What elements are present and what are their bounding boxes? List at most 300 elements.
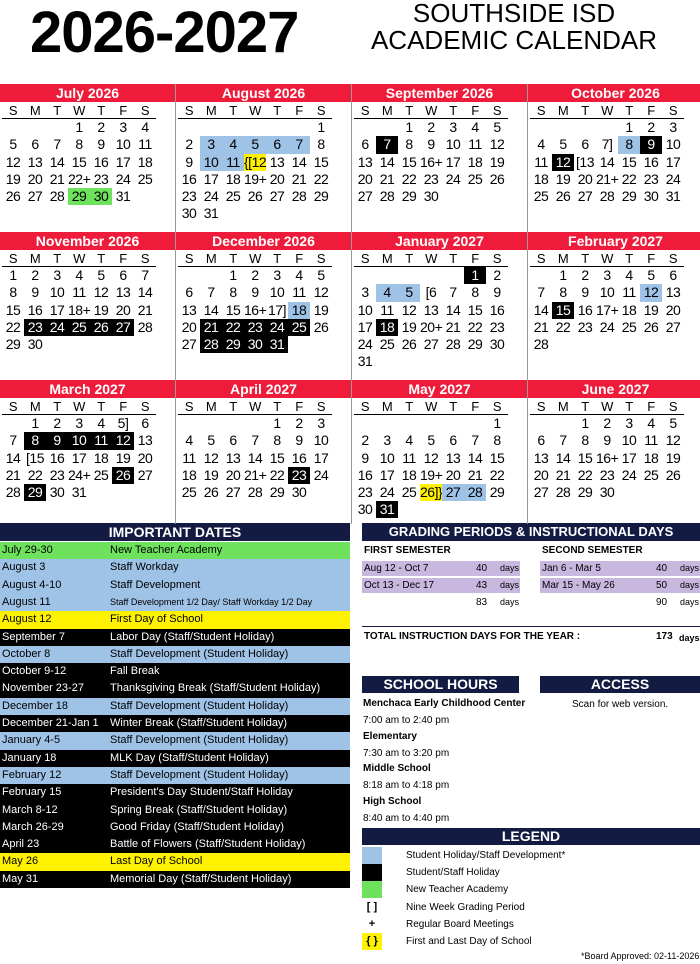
day-cell[interactable]: 3 bbox=[603, 267, 611, 284]
day-cell[interactable]: 7 bbox=[537, 284, 545, 301]
day-cell[interactable]: 20 bbox=[137, 449, 153, 466]
day-cell[interactable]: 3 bbox=[53, 267, 61, 284]
day-cell[interactable]: 20 bbox=[269, 170, 285, 187]
day-cell[interactable]: 10 bbox=[621, 432, 637, 449]
day-cell[interactable]: 2 bbox=[603, 415, 611, 432]
day-cell[interactable]: 8 bbox=[471, 284, 479, 301]
day-cell[interactable]: 12 bbox=[112, 432, 134, 449]
day-cell[interactable]: 25 bbox=[181, 483, 197, 500]
day-cell[interactable]: 29 bbox=[68, 188, 90, 205]
day-cell[interactable]: 12 bbox=[665, 432, 681, 449]
day-cell[interactable]: 10 bbox=[357, 301, 373, 318]
day-cell[interactable]: 21 bbox=[291, 170, 307, 187]
day-cell[interactable]: 25 bbox=[643, 466, 659, 483]
day-cell[interactable]: 30 bbox=[27, 335, 43, 352]
day-cell[interactable]: 26 bbox=[5, 187, 21, 204]
day-cell[interactable]: 9 bbox=[46, 432, 68, 449]
day-cell[interactable]: 11 bbox=[292, 284, 306, 301]
day-cell[interactable]: 7] bbox=[601, 136, 613, 153]
day-cell[interactable]: 2 bbox=[493, 267, 501, 284]
day-cell[interactable]: 5 bbox=[559, 136, 567, 153]
day-cell[interactable]: 29 bbox=[401, 187, 417, 204]
day-cell[interactable]: 27 bbox=[181, 335, 197, 352]
day-cell[interactable]: 30 bbox=[49, 483, 65, 500]
day-cell[interactable]: 17 bbox=[49, 301, 65, 318]
day-cell[interactable]: 31 bbox=[665, 187, 681, 204]
day-cell[interactable]: 22 bbox=[467, 318, 483, 335]
day-cell[interactable]: 6 bbox=[31, 136, 39, 153]
day-cell[interactable]: 1 bbox=[75, 119, 83, 136]
day-cell[interactable]: 26 bbox=[90, 319, 112, 336]
day-cell[interactable]: 17 bbox=[665, 153, 681, 170]
day-cell[interactable]: 23 bbox=[93, 170, 109, 187]
day-cell[interactable]: 12 bbox=[203, 449, 219, 466]
day-cell[interactable]: 18 bbox=[181, 466, 197, 483]
day-cell[interactable]: 21 bbox=[555, 466, 571, 483]
day-cell[interactable]: 1 bbox=[31, 415, 39, 432]
day-cell[interactable]: 23 bbox=[49, 466, 65, 483]
day-cell[interactable]: 22 bbox=[577, 466, 593, 483]
day-cell[interactable]: 19 bbox=[401, 318, 417, 335]
day-cell[interactable]: 19 bbox=[665, 449, 681, 466]
day-cell[interactable]: 6 bbox=[537, 432, 545, 449]
day-cell[interactable]: 6 bbox=[229, 432, 237, 449]
day-cell[interactable]: 22 bbox=[555, 318, 571, 335]
day-cell[interactable]: 9 bbox=[97, 136, 105, 153]
day-cell[interactable]: 26 bbox=[665, 466, 681, 483]
day-cell[interactable]: 7 bbox=[288, 136, 310, 153]
day-cell[interactable]: 13 bbox=[665, 284, 681, 301]
day-cell[interactable]: 6 bbox=[185, 284, 193, 301]
day-cell[interactable]: 16 bbox=[27, 301, 43, 318]
day-cell[interactable]: 23 bbox=[357, 483, 373, 500]
day-cell[interactable]: 27 bbox=[423, 335, 439, 352]
day-cell[interactable]: 24 bbox=[665, 170, 681, 187]
day-cell[interactable]: 14 bbox=[203, 301, 219, 318]
day-cell[interactable]: 25 bbox=[379, 335, 395, 352]
day-cell[interactable]: 22 bbox=[269, 466, 285, 483]
day-cell[interactable]: 21 bbox=[533, 318, 549, 335]
day-cell[interactable]: 2 bbox=[97, 119, 105, 136]
day-cell[interactable]: 14 bbox=[137, 284, 153, 301]
day-cell[interactable]: 31 bbox=[115, 187, 131, 204]
day-cell[interactable]: 5] bbox=[117, 415, 129, 432]
day-cell[interactable]: 28 bbox=[464, 484, 486, 501]
day-cell[interactable]: 31 bbox=[266, 336, 288, 353]
day-cell[interactable]: 14 bbox=[599, 153, 615, 170]
day-cell[interactable]: 28 bbox=[5, 483, 21, 500]
day-cell[interactable]: 10 bbox=[200, 154, 222, 171]
day-cell[interactable]: 10 bbox=[665, 136, 681, 153]
day-cell[interactable]: 10 bbox=[68, 432, 90, 449]
day-cell[interactable]: 4 bbox=[537, 136, 545, 153]
day-cell[interactable]: 3 bbox=[317, 415, 325, 432]
day-cell[interactable]: 11 bbox=[402, 449, 416, 466]
day-cell[interactable]: 5 bbox=[427, 432, 435, 449]
day-cell[interactable]: 20 bbox=[665, 301, 681, 318]
day-cell[interactable]: 17 bbox=[115, 153, 131, 170]
day-cell[interactable]: 14 bbox=[555, 449, 571, 466]
day-cell[interactable]: 8 bbox=[273, 432, 281, 449]
day-cell[interactable]: 27 bbox=[27, 187, 43, 204]
day-cell[interactable]: 26 bbox=[401, 335, 417, 352]
day-cell[interactable]: 1 bbox=[559, 267, 567, 284]
day-cell[interactable]: 1 bbox=[229, 267, 237, 284]
day-cell[interactable]: [13 bbox=[576, 153, 594, 170]
day-cell[interactable]: 6 bbox=[361, 136, 369, 153]
day-cell[interactable]: 6 bbox=[449, 432, 457, 449]
day-cell[interactable]: 29 bbox=[489, 483, 505, 500]
day-cell[interactable]: 10 bbox=[445, 136, 461, 153]
day-cell[interactable]: 23 bbox=[24, 319, 46, 336]
day-cell[interactable]: 25 bbox=[467, 170, 483, 187]
day-cell[interactable]: 17 bbox=[357, 318, 373, 335]
day-cell[interactable]: 27 bbox=[442, 484, 464, 501]
day-cell[interactable]: 30 bbox=[181, 205, 197, 222]
day-cell[interactable]: 7 bbox=[207, 284, 215, 301]
day-cell[interactable]: 20+ bbox=[420, 318, 443, 335]
day-cell[interactable]: 29 bbox=[313, 187, 329, 204]
day-cell[interactable]: 26 bbox=[203, 483, 219, 500]
day-cell[interactable]: 4 bbox=[471, 119, 479, 136]
day-cell[interactable]: 9 bbox=[603, 432, 611, 449]
day-cell[interactable]: 24 bbox=[357, 335, 373, 352]
day-cell[interactable]: 15 bbox=[71, 153, 87, 170]
day-cell[interactable]: 15 bbox=[621, 153, 637, 170]
day-cell[interactable]: 13 bbox=[27, 153, 43, 170]
day-cell[interactable]: 12 bbox=[640, 284, 662, 301]
day-cell[interactable]: 2 bbox=[295, 415, 303, 432]
day-cell[interactable]: 17 bbox=[203, 170, 219, 187]
day-cell[interactable]: 17 bbox=[379, 466, 395, 483]
day-cell[interactable]: 28 bbox=[555, 483, 571, 500]
day-cell[interactable]: 15 bbox=[467, 301, 483, 318]
day-cell[interactable]: 16 bbox=[49, 449, 65, 466]
day-cell[interactable]: 15 bbox=[269, 449, 285, 466]
day-cell[interactable]: 9 bbox=[185, 153, 193, 170]
day-cell[interactable]: 11 bbox=[222, 154, 244, 171]
day-cell[interactable]: 8 bbox=[9, 284, 17, 301]
day-cell[interactable]: 20 bbox=[445, 466, 461, 483]
day-cell[interactable]: 27 bbox=[665, 318, 681, 335]
day-cell[interactable]: 8 bbox=[559, 284, 567, 301]
day-cell[interactable]: 1 bbox=[405, 119, 413, 136]
day-cell[interactable]: 28 bbox=[599, 187, 615, 204]
day-cell[interactable]: 19 bbox=[555, 170, 571, 187]
day-cell[interactable]: 24+ bbox=[68, 466, 91, 483]
day-cell[interactable]: 7 bbox=[9, 432, 17, 449]
day-cell[interactable]: 13 bbox=[269, 153, 285, 170]
day-cell[interactable]: 29 bbox=[5, 335, 21, 352]
day-cell[interactable]: 8 bbox=[581, 432, 589, 449]
day-cell[interactable]: 25 bbox=[93, 466, 109, 483]
day-cell[interactable]: 12 bbox=[5, 153, 21, 170]
day-cell[interactable]: 18 bbox=[533, 170, 549, 187]
day-cell[interactable]: 16+ bbox=[420, 153, 443, 170]
day-cell[interactable]: 27 bbox=[533, 483, 549, 500]
day-cell[interactable]: 2 bbox=[185, 136, 193, 153]
day-cell[interactable]: 12 bbox=[489, 136, 505, 153]
day-cell[interactable]: 7 bbox=[251, 432, 259, 449]
day-cell[interactable]: [15 bbox=[26, 449, 44, 466]
day-cell[interactable]: 25 bbox=[288, 319, 310, 336]
day-cell[interactable]: 18+ bbox=[68, 301, 91, 318]
day-cell[interactable]: 20 bbox=[181, 318, 197, 335]
day-cell[interactable]: 6 bbox=[669, 267, 677, 284]
day-cell[interactable]: 15 bbox=[5, 301, 21, 318]
day-cell[interactable]: 18 bbox=[225, 170, 241, 187]
day-cell[interactable]: 29 bbox=[24, 484, 46, 501]
day-cell[interactable]: 4 bbox=[75, 267, 83, 284]
day-cell[interactable]: 26]} bbox=[420, 483, 443, 500]
day-cell[interactable]: 13 bbox=[357, 153, 373, 170]
day-cell[interactable]: 5 bbox=[398, 284, 420, 301]
day-cell[interactable]: 2 bbox=[251, 267, 259, 284]
day-cell[interactable]: 29 bbox=[621, 187, 637, 204]
day-cell[interactable]: 9 bbox=[295, 432, 303, 449]
day-cell[interactable]: 21 bbox=[467, 466, 483, 483]
day-cell[interactable]: 9 bbox=[427, 136, 435, 153]
day-cell[interactable]: 21 bbox=[5, 466, 21, 483]
day-cell[interactable]: 8 bbox=[75, 136, 83, 153]
day-cell[interactable]: 30 bbox=[244, 336, 266, 353]
day-cell[interactable]: 25 bbox=[533, 187, 549, 204]
day-cell[interactable]: 15 bbox=[489, 449, 505, 466]
day-cell[interactable]: 18 bbox=[376, 319, 398, 336]
day-cell[interactable]: 23 bbox=[577, 318, 593, 335]
day-cell[interactable]: 9 bbox=[31, 284, 39, 301]
day-cell[interactable]: 6 bbox=[119, 267, 127, 284]
day-cell[interactable]: 21 bbox=[379, 170, 395, 187]
day-cell[interactable]: 16 bbox=[291, 449, 307, 466]
day-cell[interactable]: 23 bbox=[181, 187, 197, 204]
day-cell[interactable]: 19+ bbox=[244, 170, 267, 187]
day-cell[interactable]: 19 bbox=[643, 301, 659, 318]
day-cell[interactable]: 18 bbox=[93, 449, 109, 466]
day-cell[interactable]: 28 bbox=[137, 318, 153, 335]
day-cell[interactable]: 24 bbox=[115, 170, 131, 187]
day-cell[interactable]: 8 bbox=[24, 432, 46, 449]
day-cell[interactable]: 23 bbox=[244, 319, 266, 336]
day-cell[interactable]: 19 bbox=[115, 449, 131, 466]
day-cell[interactable]: 22 bbox=[489, 466, 505, 483]
day-cell[interactable]: 19 bbox=[313, 301, 329, 318]
day-cell[interactable]: 18 bbox=[467, 153, 483, 170]
day-cell[interactable]: 20 bbox=[533, 466, 549, 483]
day-cell[interactable]: 20 bbox=[577, 170, 593, 187]
day-cell[interactable]: 4 bbox=[97, 415, 105, 432]
day-cell[interactable]: 20 bbox=[357, 170, 373, 187]
day-cell[interactable]: 28 bbox=[49, 187, 65, 204]
day-cell[interactable]: 25 bbox=[225, 187, 241, 204]
day-cell[interactable]: 5 bbox=[669, 415, 677, 432]
day-cell[interactable]: 19 bbox=[203, 466, 219, 483]
day-cell[interactable]: 7 bbox=[449, 284, 457, 301]
day-cell[interactable]: 28 bbox=[379, 187, 395, 204]
day-cell[interactable]: 15 bbox=[552, 302, 574, 319]
day-cell[interactable]: 9 bbox=[361, 449, 369, 466]
day-cell[interactable]: 30 bbox=[90, 188, 112, 205]
day-cell[interactable]: 30 bbox=[291, 483, 307, 500]
day-cell[interactable]: 15 bbox=[313, 153, 329, 170]
day-cell[interactable]: 26 bbox=[112, 467, 134, 484]
day-cell[interactable]: 23 bbox=[599, 466, 615, 483]
day-cell[interactable]: 26 bbox=[247, 187, 263, 204]
day-cell[interactable]: 13 bbox=[115, 284, 131, 301]
day-cell[interactable]: 12 bbox=[401, 301, 417, 318]
day-cell[interactable]: 16 bbox=[357, 466, 373, 483]
day-cell[interactable]: 2 bbox=[53, 415, 61, 432]
day-cell[interactable]: 18 bbox=[288, 302, 310, 319]
day-cell[interactable]: 23 bbox=[288, 467, 310, 484]
day-cell[interactable]: 4 bbox=[222, 136, 244, 153]
day-cell[interactable]: 21 bbox=[137, 301, 153, 318]
day-cell[interactable]: 8 bbox=[317, 136, 325, 153]
day-cell[interactable]: 14 bbox=[445, 301, 461, 318]
day-cell[interactable]: 1 bbox=[493, 415, 501, 432]
day-cell[interactable]: 5 bbox=[207, 432, 215, 449]
day-cell[interactable]: 8 bbox=[229, 284, 237, 301]
day-cell[interactable]: 11 bbox=[138, 136, 152, 153]
day-cell[interactable]: 20 bbox=[27, 170, 43, 187]
day-cell[interactable]: 27 bbox=[225, 483, 241, 500]
day-cell[interactable]: 4 bbox=[141, 119, 149, 136]
day-cell[interactable]: 20 bbox=[115, 301, 131, 318]
day-cell[interactable]: 19 bbox=[5, 170, 21, 187]
day-cell[interactable]: 15 bbox=[225, 301, 241, 318]
day-cell[interactable]: 1 bbox=[273, 415, 281, 432]
day-cell[interactable]: 18 bbox=[137, 153, 153, 170]
day-cell[interactable]: 28 bbox=[200, 336, 222, 353]
day-cell[interactable]: 2 bbox=[427, 119, 435, 136]
day-cell[interactable]: {[12 bbox=[244, 153, 267, 170]
day-cell[interactable]: 10 bbox=[379, 449, 395, 466]
day-cell[interactable]: 27 bbox=[577, 187, 593, 204]
day-cell[interactable]: 23 bbox=[643, 170, 659, 187]
day-cell[interactable]: 14 bbox=[467, 449, 483, 466]
day-cell[interactable]: 21 bbox=[445, 318, 461, 335]
day-cell[interactable]: 6 bbox=[141, 415, 149, 432]
day-cell[interactable]: 19+ bbox=[420, 466, 443, 483]
day-cell[interactable]: 24 bbox=[621, 466, 637, 483]
day-cell[interactable]: 24 bbox=[266, 319, 288, 336]
day-cell[interactable]: 19 bbox=[489, 153, 505, 170]
day-cell[interactable]: 4 bbox=[647, 415, 655, 432]
day-cell[interactable]: 13 bbox=[533, 449, 549, 466]
day-cell[interactable]: 29 bbox=[269, 483, 285, 500]
day-cell[interactable]: 17+ bbox=[596, 301, 619, 318]
day-cell[interactable]: 22 bbox=[313, 170, 329, 187]
day-cell[interactable]: 8 bbox=[493, 432, 501, 449]
day-cell[interactable]: 21+ bbox=[596, 170, 619, 187]
day-cell[interactable]: 17 bbox=[71, 449, 87, 466]
day-cell[interactable]: 26 bbox=[489, 170, 505, 187]
day-cell[interactable]: 12 bbox=[93, 284, 109, 301]
day-cell[interactable]: 5 bbox=[9, 136, 17, 153]
day-cell[interactable]: 30 bbox=[643, 187, 659, 204]
day-cell[interactable]: 3 bbox=[669, 119, 677, 136]
day-cell[interactable]: 8 bbox=[405, 136, 413, 153]
day-cell[interactable]: 4 bbox=[295, 267, 303, 284]
day-cell[interactable]: 8 bbox=[618, 136, 640, 153]
day-cell[interactable]: 3 bbox=[119, 119, 127, 136]
day-cell[interactable]: 18 bbox=[643, 449, 659, 466]
day-cell[interactable]: 19 bbox=[93, 301, 109, 318]
day-cell[interactable]: 14 bbox=[291, 153, 307, 170]
day-cell[interactable]: 14 bbox=[533, 301, 549, 318]
day-cell[interactable]: 4 bbox=[405, 432, 413, 449]
day-cell[interactable]: 22 bbox=[401, 170, 417, 187]
day-cell[interactable]: 31 bbox=[203, 205, 219, 222]
day-cell[interactable]: 27 bbox=[269, 187, 285, 204]
day-cell[interactable]: 7 bbox=[376, 136, 398, 153]
day-cell[interactable]: 16+ bbox=[244, 301, 267, 318]
day-cell[interactable]: 3 bbox=[383, 432, 391, 449]
day-cell[interactable]: 25 bbox=[621, 318, 637, 335]
day-cell[interactable]: 24 bbox=[379, 483, 395, 500]
day-cell[interactable]: 15 bbox=[577, 449, 593, 466]
day-cell[interactable]: 3 bbox=[449, 119, 457, 136]
day-cell[interactable]: 23 bbox=[423, 170, 439, 187]
day-cell[interactable]: 9 bbox=[581, 284, 589, 301]
day-cell[interactable]: 10 bbox=[269, 284, 285, 301]
day-cell[interactable]: 24 bbox=[445, 170, 461, 187]
day-cell[interactable]: 27 bbox=[137, 466, 153, 483]
day-cell[interactable]: 11 bbox=[380, 301, 394, 318]
day-cell[interactable]: 15 bbox=[401, 153, 417, 170]
day-cell[interactable]: 1 bbox=[9, 267, 17, 284]
day-cell[interactable]: 5 bbox=[493, 119, 501, 136]
day-cell[interactable]: 11 bbox=[644, 432, 658, 449]
day-cell[interactable]: 3 bbox=[200, 136, 222, 153]
day-cell[interactable]: 21+ bbox=[244, 466, 267, 483]
day-cell[interactable]: 10 bbox=[49, 284, 65, 301]
day-cell[interactable]: 22+ bbox=[68, 170, 91, 187]
day-cell[interactable]: 22 bbox=[5, 318, 21, 335]
day-cell[interactable]: 28 bbox=[247, 483, 263, 500]
day-cell[interactable]: 4 bbox=[376, 284, 398, 301]
day-cell[interactable]: 13 bbox=[423, 301, 439, 318]
day-cell[interactable]: 16 bbox=[577, 301, 593, 318]
day-cell[interactable]: 21 bbox=[49, 170, 65, 187]
day-cell[interactable]: 30 bbox=[357, 501, 373, 518]
day-cell[interactable]: 1 bbox=[464, 267, 486, 284]
day-cell[interactable]: 31 bbox=[357, 353, 373, 370]
day-cell[interactable]: 11 bbox=[90, 432, 112, 449]
day-cell[interactable]: 1 bbox=[317, 119, 325, 136]
day-cell[interactable]: 10 bbox=[599, 284, 615, 301]
day-cell[interactable]: 20 bbox=[225, 466, 241, 483]
day-cell[interactable]: 12 bbox=[313, 284, 329, 301]
day-cell[interactable]: 17 bbox=[621, 449, 637, 466]
day-cell[interactable]: 22 bbox=[222, 319, 244, 336]
day-cell[interactable]: 7 bbox=[471, 432, 479, 449]
day-cell[interactable]: 25 bbox=[137, 170, 153, 187]
day-cell[interactable]: 24 bbox=[599, 318, 615, 335]
day-cell[interactable]: 27 bbox=[357, 187, 373, 204]
day-cell[interactable]: 30 bbox=[599, 483, 615, 500]
day-cell[interactable]: 14 bbox=[5, 449, 21, 466]
day-cell[interactable]: 29 bbox=[467, 335, 483, 352]
day-cell[interactable]: 30 bbox=[489, 335, 505, 352]
day-cell[interactable]: 14 bbox=[49, 153, 65, 170]
day-cell[interactable]: 28 bbox=[533, 335, 549, 352]
day-cell[interactable]: 9 bbox=[251, 284, 259, 301]
day-cell[interactable]: 12 bbox=[552, 154, 574, 171]
day-cell[interactable]: 18 bbox=[621, 301, 637, 318]
day-cell[interactable]: 24 bbox=[203, 187, 219, 204]
day-cell[interactable]: 1 bbox=[625, 119, 633, 136]
